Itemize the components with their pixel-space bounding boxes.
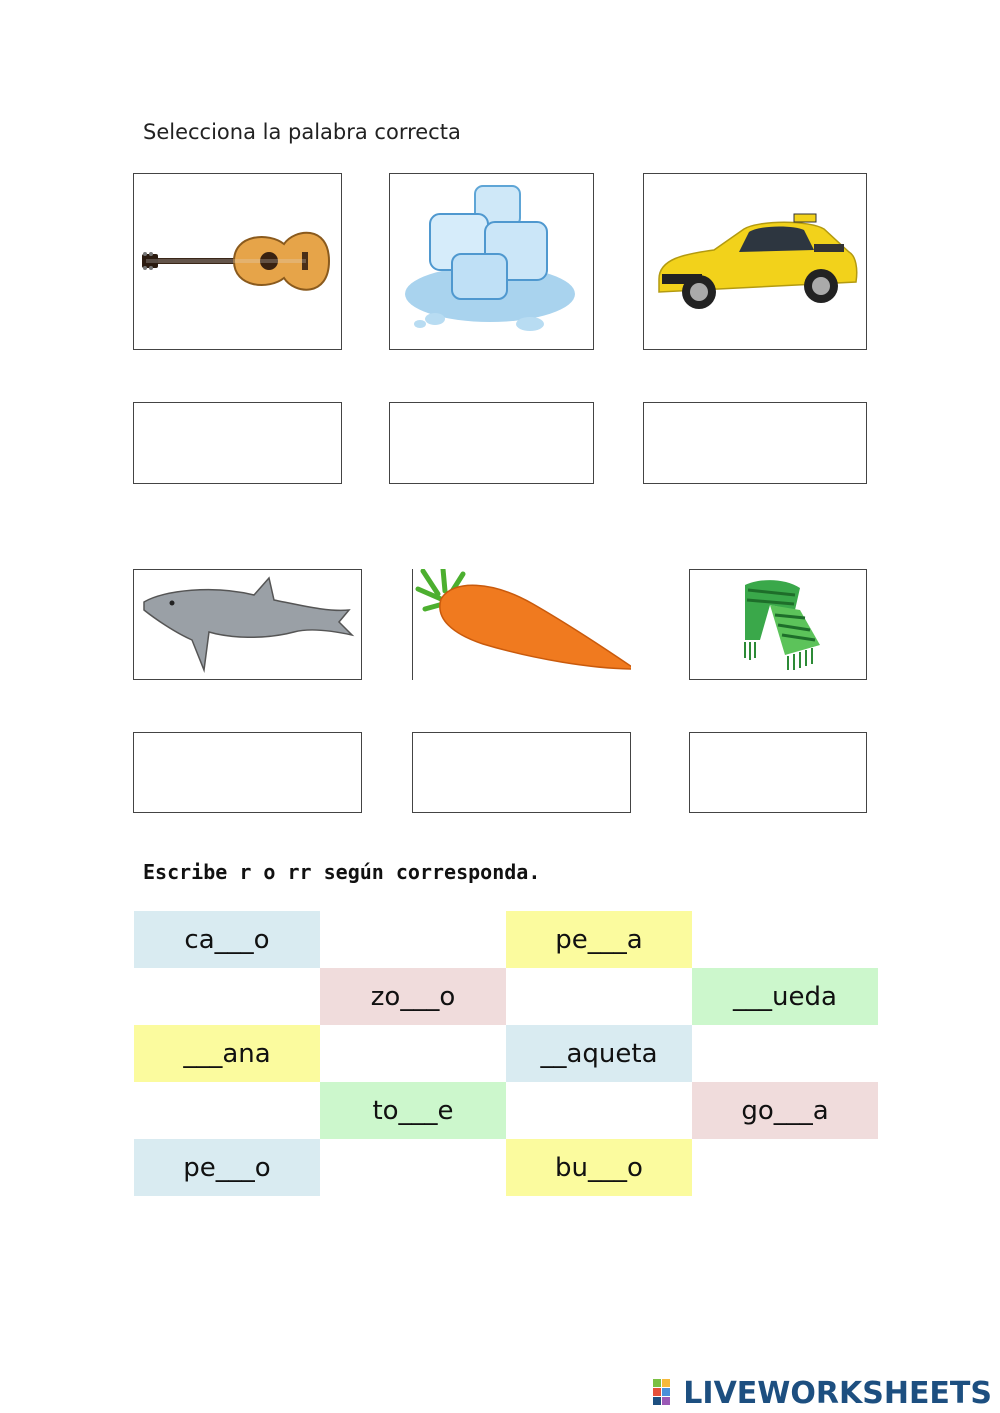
ice-cubes-icon	[390, 174, 593, 349]
scarf-image-box	[689, 569, 867, 680]
word-cell-empty	[692, 1025, 878, 1082]
taxi-image-box	[643, 173, 867, 350]
word-cell[interactable]: __aqueta	[506, 1025, 692, 1082]
word-cell[interactable]: go___a	[692, 1082, 878, 1139]
word-cell-empty	[134, 1082, 320, 1139]
ice-image-box	[389, 173, 594, 350]
word-cell-empty	[692, 911, 878, 968]
guitar-image-box	[133, 173, 342, 350]
word-cell-empty	[134, 968, 320, 1025]
word-cell[interactable]: to___e	[320, 1082, 506, 1139]
brand-name: LIVEWORKSHEETS	[683, 1376, 992, 1411]
scarf-icon	[690, 570, 866, 679]
word-cell-empty	[320, 1025, 506, 1082]
dolphin-icon	[134, 570, 361, 679]
word-cell[interactable]: zo___o	[320, 968, 506, 1025]
answer-box-ice[interactable]	[389, 402, 594, 484]
answer-box-carrot[interactable]	[412, 732, 631, 813]
liveworksheets-logo	[653, 1376, 992, 1411]
answer-box-guitar[interactable]	[133, 402, 342, 484]
instruction-write-r-rr: Escribe r o rr según corresponda.	[143, 860, 541, 884]
guitar-icon	[134, 174, 341, 349]
word-cell-empty	[320, 911, 506, 968]
answer-box-taxi[interactable]	[643, 402, 867, 484]
word-cell[interactable]: bu___o	[506, 1139, 692, 1196]
carrot-image-box	[412, 569, 631, 680]
liveworksheets-logo-icon	[653, 1379, 679, 1409]
word-cell[interactable]: pe___o	[134, 1139, 320, 1196]
word-cell-empty	[506, 968, 692, 1025]
word-cell[interactable]: ___ana	[134, 1025, 320, 1082]
dolphin-image-box	[133, 569, 362, 680]
word-cell[interactable]: pe___a	[506, 911, 692, 968]
word-cell-empty	[692, 1139, 878, 1196]
answer-box-dolphin[interactable]	[133, 732, 362, 813]
word-cell-empty	[506, 1082, 692, 1139]
answer-box-scarf[interactable]	[689, 732, 867, 813]
instruction-select-word: Selecciona la palabra correcta	[143, 120, 461, 144]
word-cell[interactable]: ca___o	[134, 911, 320, 968]
word-cell[interactable]: ___ueda	[692, 968, 878, 1025]
carrot-icon	[413, 569, 631, 678]
taxi-icon	[644, 174, 866, 349]
word-cell-empty	[320, 1139, 506, 1196]
